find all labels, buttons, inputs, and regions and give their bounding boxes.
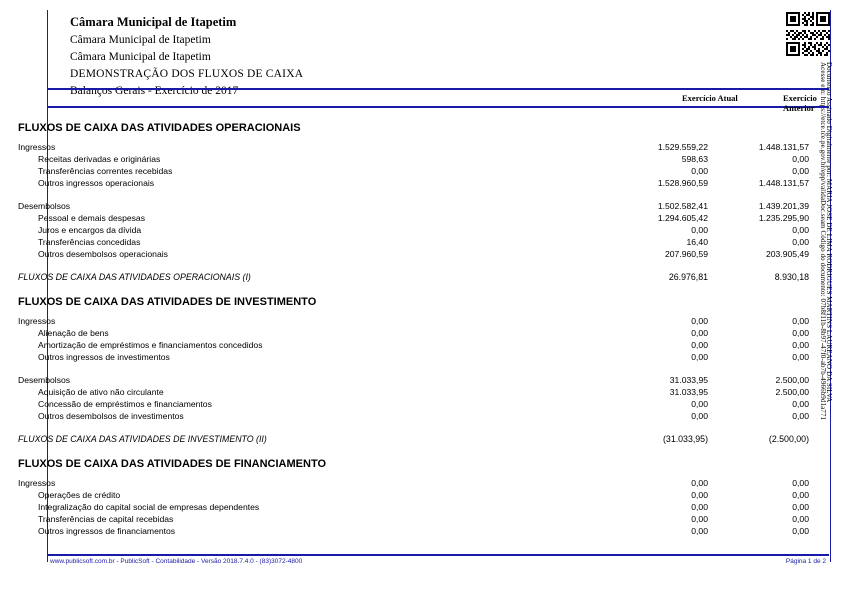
group-label: Ingressos	[18, 478, 56, 488]
section-total	[0, 434, 842, 448]
line-item-label: Transferências correntes recebidas	[38, 166, 173, 176]
line-item	[0, 249, 842, 261]
group-value-previous: 1.448.131,57	[758, 142, 809, 152]
line-item	[0, 399, 842, 411]
line-item	[0, 237, 842, 249]
group-value-previous: 0,00	[792, 478, 809, 488]
line-item-current: 0,00	[691, 502, 708, 512]
line-item-previous: 0,00	[792, 514, 809, 524]
line-item	[0, 502, 842, 514]
group-label: Desembolsos	[18, 201, 71, 211]
group-value-current: 0,00	[691, 478, 708, 488]
section-title: FLUXOS DE CAIXA DAS ATIVIDADES OPERACIONAIS	[18, 122, 301, 134]
section-title: FLUXOS DE CAIXA DAS ATIVIDADES DE FINANCIAMENTO	[18, 458, 327, 470]
line-item-previous: 0,00	[792, 340, 809, 350]
line-item-label: Outros ingressos de financiamentos	[38, 526, 176, 536]
group-label: Ingressos	[18, 142, 56, 152]
group-value-current: 31.033,95	[669, 375, 708, 385]
section-total-label: FLUXOS DE CAIXA DAS ATIVIDADES OPERACIONAIS (I)	[18, 272, 251, 282]
group-value-current: 1.529.559,22	[657, 142, 708, 152]
group-value-current: 1.502.582,41	[657, 201, 708, 211]
line-item	[0, 213, 842, 225]
section-total-label: FLUXOS DE CAIXA DAS ATIVIDADES DE INVESTIMENTO (II)	[18, 434, 267, 444]
line-item	[0, 411, 842, 423]
line-item-current: 16,40	[686, 237, 708, 247]
qr-code-icon	[786, 12, 830, 56]
line-item-current: 0,00	[691, 399, 708, 409]
line-item-label: Transferências concedidas	[38, 237, 141, 247]
line-item-current: 0,00	[691, 411, 708, 421]
footer-software-info: www.publicsoft.com.br - PublicSoft - Contabilidade - Versão 2018.7.4.0 - (83)3072-4800	[50, 558, 303, 565]
group-label: Desembolsos	[18, 375, 71, 385]
signature-text-line-2: Acesse em: https://etce.tce.pe.gov.br/epp/validaDoc.seam Código do documento: 07b8f11b-8b97-47f0-ab7b-4966b9d1a771	[819, 62, 827, 421]
line-item-previous: 0,00	[792, 352, 809, 362]
line-item-current: 598,63	[681, 154, 708, 164]
column-header-previous: Exercício Anterior	[783, 93, 817, 113]
section-title: FLUXOS DE CAIXA DAS ATIVIDADES DE INVESTIMENTO	[18, 296, 317, 308]
line-item	[0, 352, 842, 364]
line-item	[0, 328, 842, 340]
section-total	[0, 272, 842, 286]
line-item-current: 31.033,95	[669, 387, 708, 397]
line-item-previous: 0,00	[792, 166, 809, 176]
line-item	[0, 166, 842, 178]
line-item-current: 1.294.605,42	[657, 213, 708, 223]
line-item-previous: 0,00	[792, 411, 809, 421]
group-row	[0, 142, 842, 154]
group-row	[0, 375, 842, 387]
line-item-current: 0,00	[691, 328, 708, 338]
line-item-label: Concessão de empréstimos e financiamentos	[38, 399, 212, 409]
footer-divider	[47, 554, 829, 556]
line-item	[0, 514, 842, 526]
document-subtitle: Balanços Gerais - Exercício de 2017	[70, 85, 239, 97]
line-item-previous: 0,00	[792, 490, 809, 500]
line-item-current: 0,00	[691, 352, 708, 362]
line-item-previous: 0,00	[792, 328, 809, 338]
line-item-current: 0,00	[691, 526, 708, 536]
section-total-previous: (2.500,00)	[768, 434, 809, 444]
line-item-previous: 1.448.131,57	[758, 178, 809, 188]
group-row	[0, 201, 842, 213]
header-line-1: Câmara Municipal de Itapetim	[70, 34, 211, 46]
line-item-label: Transferências de capital recebidas	[38, 514, 174, 524]
header-line-2: Câmara Municipal de Itapetim	[70, 51, 211, 63]
line-item-previous: 0,00	[792, 526, 809, 536]
line-item-previous: 2.500,00	[775, 387, 809, 397]
line-item-label: Juros e encargos da dívida	[38, 225, 142, 235]
line-item-current: 0,00	[691, 490, 708, 500]
signature-text-line-1: Documento Assinado Digitalmente por: MARIA JOSE DE LIMA RODRIGUES MARTINS LAUREANO DA SILVA	[825, 62, 833, 403]
line-item-previous: 0,00	[792, 154, 809, 164]
line-item-label: Aquisição de ativo não circulante	[38, 387, 164, 397]
column-header-current: Exercício Atual	[682, 93, 738, 103]
line-item	[0, 490, 842, 502]
line-item-current: 1.528.960,59	[657, 178, 708, 188]
section-total-current: 26.976,81	[668, 272, 708, 282]
line-item-previous: 0,00	[792, 502, 809, 512]
section-total-current: (31.033,95)	[663, 434, 708, 444]
group-value-current: 0,00	[691, 316, 708, 326]
line-item-label: Pessoal e demais despesas	[38, 213, 146, 223]
line-item-label: Alienação de bens	[38, 328, 109, 338]
statement-body	[0, 112, 842, 538]
line-item-label: Outros desembolsos operacionais	[38, 249, 168, 259]
group-value-previous: 0,00	[792, 316, 809, 326]
line-item	[0, 154, 842, 166]
line-item-label: Outros ingressos operacionais	[38, 178, 155, 188]
line-item-label: Amortização de empréstimos e financiamentos concedidos	[38, 340, 263, 350]
line-item	[0, 387, 842, 399]
line-item-current: 0,00	[691, 340, 708, 350]
line-item-current: 0,00	[691, 166, 708, 176]
group-value-previous: 1.439.201,39	[758, 201, 809, 211]
line-item	[0, 178, 842, 190]
line-item-current: 207.960,59	[664, 249, 708, 259]
line-item	[0, 225, 842, 237]
line-item-previous: 0,00	[792, 399, 809, 409]
line-item-previous: 1.235.295,90	[758, 213, 809, 223]
line-item-current: 0,00	[691, 514, 708, 524]
line-item-label: Outros ingressos de investimentos	[38, 352, 170, 362]
line-item-label: Integralização do capital social de empresas dependentes	[38, 502, 260, 512]
group-label: Ingressos	[18, 316, 56, 326]
line-item	[0, 526, 842, 538]
group-value-previous: 2.500,00	[775, 375, 809, 385]
group-row	[0, 478, 842, 490]
line-item-previous: 0,00	[792, 225, 809, 235]
line-item-label: Receitas derivadas e originárias	[38, 154, 161, 164]
group-row	[0, 316, 842, 328]
document-title: DEMONSTRAÇÃO DOS FLUXOS DE CAIXA	[70, 68, 304, 80]
line-item-label: Operações de crédito	[38, 490, 121, 500]
line-item-previous: 203.905,49	[765, 249, 809, 259]
line-item	[0, 340, 842, 352]
section-total-previous: 8.930,18	[774, 272, 809, 282]
page-footer	[50, 558, 826, 570]
line-item-previous: 0,00	[792, 237, 809, 247]
line-item-current: 0,00	[691, 225, 708, 235]
footer-page-number: Página 1 de 2	[785, 558, 826, 565]
line-item-label: Outros desembolsos de investimentos	[38, 411, 184, 421]
column-header-band	[47, 88, 829, 113]
organization-title: Câmara Municipal de Itapetim	[70, 15, 237, 29]
